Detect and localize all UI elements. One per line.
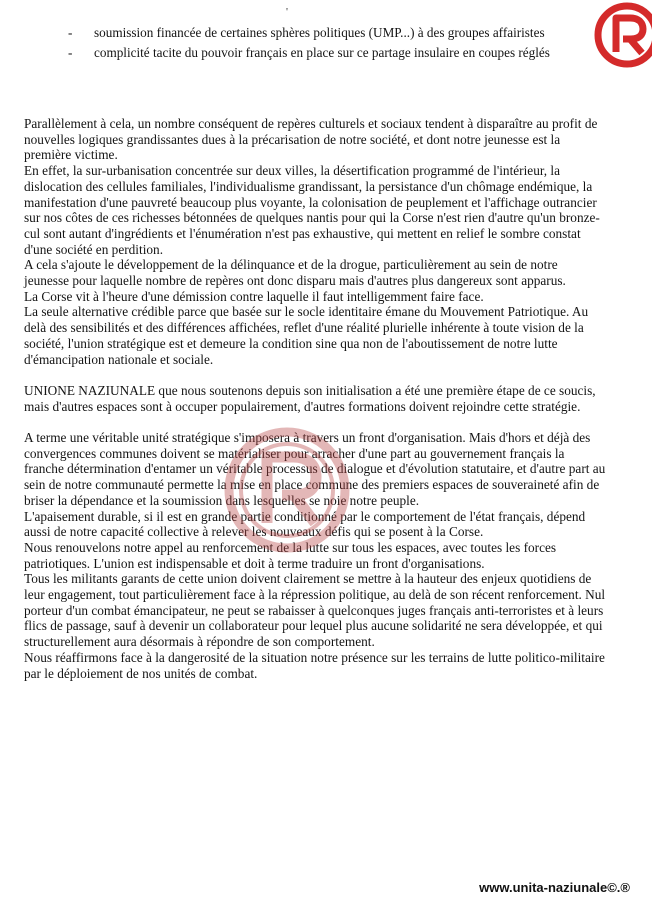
paragraph: Tous les militants garants de cette union doivent clairement se mettre à la hauteur des enjeux quotidiens de leur engagement, tout particulièrement face à la répression politique, au delà de son récent renforcement. Nul porteur d'un combat émancipateur, ne peut se rabaisser à quelconques juges français anti-terroristes et à leurs flics de passage, sauf à devenir un collaborateur pour lequel plus aucune solidarité ne sera développée, et qui structurellement aura désormais à répondre de son comportement. (24, 571, 606, 650)
list-item (68, 45, 608, 61)
paragraph: La seule alternative crédible parce que basée sur le socle identitaire émane du Mouvement Patriotique. Au delà des sensibilités et des différences affichées, reflet d'une réalité plurielle inhérente à toute vision de la société, l'union stratégique est et demeure la condition sine qua non de l'aboutissement de notre lutte d'émancipation nationale et sociale. (24, 304, 589, 367)
paragraph: L'apaisement durable, si il est en grande partie conditionné par le comportement de l'état français, dépend aussi de notre capacité collective à relever les nouveaux défis qui se posent à la Corse. (24, 508, 586, 540)
paragraph: En effet, la sur-urbanisation concentrée sur deux villes, la désertification programmé de l'intérieur, la dislocation des cellules familiales, l'individualisme grandissant, la persistance d'un chômage endémique, la manifestation d'une pauvreté beaucoup plus voyante, la colonisation de peuplement et l'affichage outrancier sur nos côtes de ces richesses bétonnées de quelques nantis pour qui la Corse n'est rien d'autre qu'un bronze-cul sont autant d'ingrédients et l'énumération n'est pas exhaustive, qui mettent en relief le sombre constat d'une société en perdition. (24, 163, 600, 257)
footer-url: www.unita-naziunale©.® (479, 880, 630, 895)
body-text (24, 116, 606, 681)
top-mark: ' (286, 6, 288, 18)
paragraph: Nous réaffirmons face à la dangerosité de la situation notre présence sur les terrains de lutte politico-militaire par le déploiement de nos unités de combat. (24, 649, 605, 681)
bullet-marker: - (68, 44, 73, 60)
paragraph-spacer (24, 367, 606, 383)
paragraph: A terme une véritable unité stratégique s'imposera à travers un front d'organisation. Mais d'hors et déjà des convergences communes doivent se matérialiser pour arracher d'une part au gouvernement français la franche détermination d'entamer un véritable processus de dialogue et d'évolution statutaire, et d'autre part au sein de notre communauté permette la mise en place commune des premiers espaces de souveraineté afin de briser la dépendance et la soumission dans lesquelles se noie notre peuple. (24, 430, 606, 508)
bullet-marker: - (68, 25, 73, 40)
bullet-text: complicité tacite du pouvoir français en place sur ce partage insulaire en coupes réglés (94, 44, 550, 60)
paragraph: Nous renouvelons notre appel au renforcement de la lutte sur tous les espaces, avec toutes les forces patriotiques. L'union est indispensable et doit à terme traduire un front d'organisations. (24, 539, 557, 571)
list-item (68, 25, 608, 41)
paragraph: La Corse vit à l'heure d'une démission contre laquelle il faut intelligemment faire face. (24, 288, 484, 304)
bullet-text: soumission financée de certaines sphères politiques (UMP...) à des groupes affairistes (94, 25, 545, 40)
paragraph: Parallèlement à cela, un nombre conséquent de repères culturels et sociaux tendent à disparaître au profit de nouvelles logiques grandissantes dues à la précarisation de notre société, et dont notre jeunesse est la première victime. (24, 116, 598, 163)
registered-logo-icon (590, 2, 652, 68)
paragraph-spacer (24, 414, 606, 430)
bullet-list (68, 25, 608, 64)
paragraph: UNIONE NAZIUNALE que nous soutenons depuis son initialisation a été une première étape de ce soucis, mais d'autres espaces sont à occuper populairement, d'autres formations doivent rejoindre cette stratégie. (24, 382, 596, 414)
paragraph: A cela s'ajoute le développement de la délinquance et de la drogue, particulièrement au sein de notre jeunesse pour laquelle nombre de repères ont donc disparu mais d'autres plus dangereux sont apparus. (24, 257, 566, 289)
